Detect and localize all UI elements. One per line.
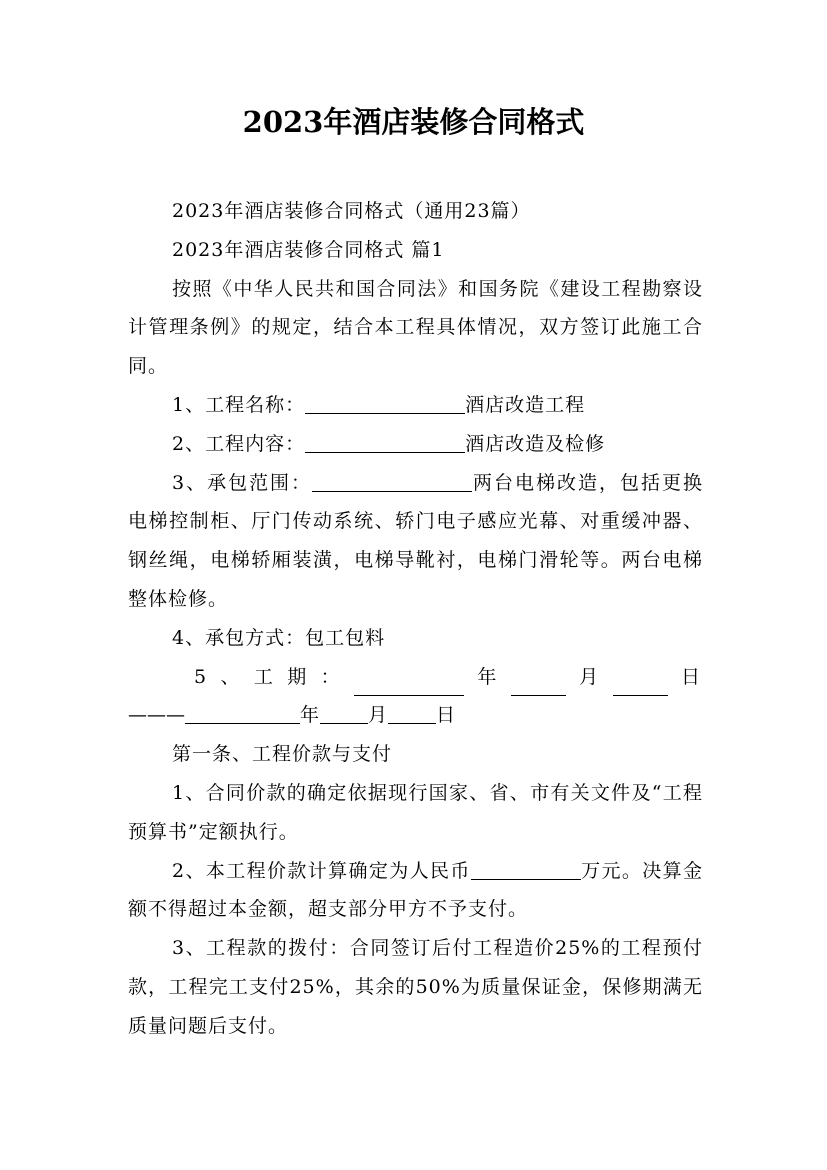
project-content-blank [305, 432, 465, 453]
subtitle: 2023年酒店装修合同格式（通用23篇） [172, 200, 531, 222]
article1-paragraph-2 [128, 852, 703, 930]
scope-value: 两台电梯改造，包括更换电梯控制柜、厅门传动系统、轿门电子感应光幕、对重缓冲器、钢丝绳，电梯轿厢装潢，电梯导靴衬，电梯门滑轮等。两台电梯整体检修。 [128, 471, 703, 610]
project-name-value: 酒店改造工程 [465, 393, 586, 416]
period-label-2: 期 [287, 665, 308, 688]
period-number: 5 [194, 665, 208, 688]
project-name-label: 1、工程名称： [172, 393, 306, 416]
end-month-blank [320, 703, 368, 724]
start-month-label: 月 [579, 665, 600, 688]
chapter-heading: 2023年酒店装修合同格式 篇1 [172, 238, 445, 261]
price-text-after: 万元。决算金额不得超过本金额，超支部分甲方不予支付。 [128, 859, 703, 921]
period-separator: 、 [220, 665, 241, 688]
end-month-label: 月 [368, 704, 389, 727]
period-colon: ： [320, 665, 341, 688]
period-dash: ——— [128, 704, 185, 727]
price-blank [471, 859, 581, 880]
period-line [128, 658, 703, 697]
end-year-blank [185, 703, 300, 724]
start-day-label: 日 [680, 665, 701, 688]
scope-label: 3、承包范围： [172, 471, 313, 494]
intro-paragraph: 按照《中华人民共和国合同法》和国务院《建设工程勘察设计管理条例》的规定，结合本工程具体情况，双方签订此施工合同。 [128, 277, 703, 378]
article1-paragraph-3: 3、工程款的拨付：合同签订后付工程造价25%的工程预付款，工程完工支付25%，其余的50%为质量保证金，保修期满无质量问题后支付。 [128, 937, 703, 1037]
period-label-1: 工 [253, 665, 274, 688]
article1-paragraph-1: 1、合同价款的确定依据现行国家、省、市有关文件及“工程预算书”定额执行。 [128, 781, 703, 843]
project-content-value: 酒店改造及检修 [465, 432, 606, 455]
start-year-label: 年 [477, 665, 498, 688]
start-year-blank [354, 675, 464, 696]
project-content-label: 2、工程内容： [172, 432, 306, 455]
project-content-line [128, 425, 703, 464]
article1-heading: 第一条、工程价款与支付 [172, 743, 393, 766]
project-name-blank [305, 393, 465, 414]
start-day-blank [613, 675, 668, 696]
scope-paragraph [128, 464, 703, 619]
end-day-blank [388, 703, 436, 724]
period-end-line [128, 696, 703, 735]
end-day-label: 日 [436, 704, 457, 727]
document-body [128, 192, 703, 1046]
contract-method: 4、承包方式：包工包料 [172, 626, 386, 649]
scope-blank [312, 471, 472, 492]
price-text-before: 2、本工程价款计算确定为人民币 [172, 859, 471, 882]
start-month-blank [511, 675, 566, 696]
end-year-label: 年 [300, 704, 321, 727]
project-name-line [128, 386, 703, 425]
document-title: 2023年酒店装修合同格式 [242, 105, 585, 139]
